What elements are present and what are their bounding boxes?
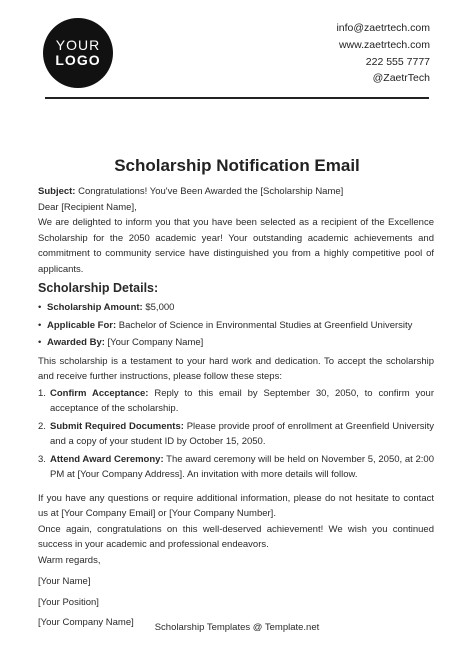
details-list bbox=[38, 300, 434, 351]
step-number: 3. bbox=[38, 453, 46, 465]
contact-social-handle: @ZaetrTech bbox=[372, 72, 430, 85]
document-body bbox=[38, 184, 434, 636]
document-title: Scholarship Notification Email bbox=[114, 156, 360, 175]
contact-website[interactable]: www.zaetrtech.com bbox=[338, 38, 430, 51]
signature-company: [Your Company Name] bbox=[38, 617, 134, 628]
intro-paragraph: We are delighted to inform you that you have been selected as a recipient of the Excellence Scholarship for the 2050 academic year! Your outstanding academic achievements and commitment to community service have distinguished you from a highly competitive pool of applicants. bbox=[38, 217, 434, 275]
footer-credit[interactable]: Scholarship Templates @ Template.net bbox=[154, 622, 320, 633]
step-label: Submit Required Documents: bbox=[50, 420, 184, 432]
contact-phone: 222 555 7777 bbox=[365, 55, 430, 68]
steps-list bbox=[38, 386, 434, 483]
closing-paragraph-2: Once again, congratulations on this well-deserved achievement! We wish you continued success in your academic and professional endeavors. bbox=[38, 523, 434, 550]
details-heading: Scholarship Details: bbox=[38, 281, 159, 295]
step-label: Attend Award Ceremony: bbox=[50, 453, 164, 465]
step-item bbox=[38, 419, 434, 450]
regards: Warm regards, bbox=[38, 554, 101, 566]
company-logo bbox=[43, 18, 113, 88]
step-text: Please provide proof of enrollment at Greenfield University and a copy of your student ID by October 15, 2050. bbox=[50, 420, 434, 447]
greeting: Dear [Recipient Name], bbox=[38, 201, 137, 213]
contact-email[interactable]: info@zaetrtech.com bbox=[336, 22, 430, 34]
signature-name: [Your Name] bbox=[38, 576, 91, 587]
logo-line-2: LOGO bbox=[55, 52, 101, 68]
step-text: Reply to this email by September 30, 2050, to confirm your acceptance of the scholarship. bbox=[50, 387, 434, 414]
step-label: Confirm Acceptance: bbox=[50, 387, 149, 399]
details-item-text: [Your Company Name] bbox=[104, 337, 204, 348]
details-item-text: $5,000 bbox=[142, 302, 175, 313]
step-item bbox=[38, 452, 434, 483]
details-item-text: Bachelor of Science in Environmental Studies at Greenfield University bbox=[116, 319, 413, 331]
signature-position: [Your Position] bbox=[38, 596, 99, 608]
logo-line-1: YOUR bbox=[55, 37, 101, 54]
step-item bbox=[38, 386, 434, 417]
subject-text: Congratulations! You've Been Awarded the [Scholarship Name] bbox=[75, 186, 344, 197]
subject-label: Subject: bbox=[38, 186, 76, 197]
details-item-applicable bbox=[38, 318, 434, 334]
steps-intro: This scholarship is a testament to your hard work and dedication. To accept the scholarship and receive further instructions, please follow these steps: bbox=[38, 355, 434, 382]
contact-block bbox=[336, 20, 430, 87]
details-item-amount bbox=[38, 300, 434, 316]
details-item-label: Applicable For: bbox=[47, 319, 117, 331]
subject-line bbox=[38, 184, 434, 200]
header-divider bbox=[45, 97, 429, 99]
details-item-label: Awarded By: bbox=[47, 337, 105, 348]
closing-paragraph-1: If you have any questions or require additional information, please do not hesitate to contact us at [Your Company Email] or [Your Company Number]. bbox=[38, 492, 434, 519]
details-item-awarded-by bbox=[38, 335, 434, 351]
step-text: The award ceremony will be held on November 5, 2050, at 2:00 PM at [Your Company Address]. An invitation with more details will follow. bbox=[50, 453, 434, 480]
step-number: 2. bbox=[38, 420, 46, 432]
step-number: 1. bbox=[38, 387, 46, 399]
details-item-label: Scholarship Amount: bbox=[47, 302, 143, 313]
